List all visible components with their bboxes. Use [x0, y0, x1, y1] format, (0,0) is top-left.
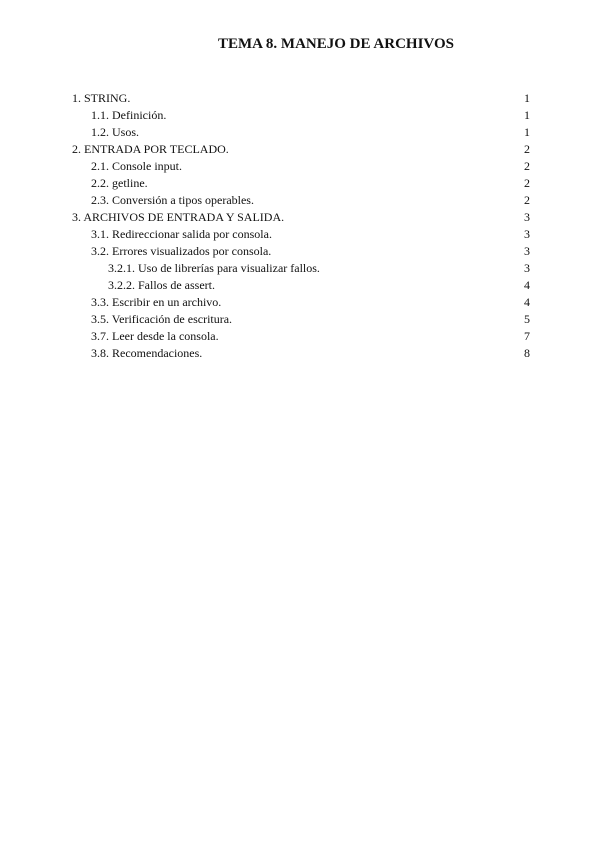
toc-entry-label: 2.1. Console input.: [91, 159, 183, 173]
page-title: TEMA 8. MANEJO DE ARCHIVOS: [218, 36, 454, 52]
toc-entry-label: 3. ARCHIVOS DE ENTRADA Y SALIDA.: [72, 210, 285, 224]
toc-entry[interactable]: [72, 311, 530, 328]
toc-entry-label: 2.3. Conversión a tipos operables.: [91, 193, 254, 207]
toc-entry-label: 3.2.1. Uso de librerías para visualizar fallos.: [108, 261, 320, 275]
toc-entry[interactable]: [72, 243, 530, 260]
toc-entry-label: 3.7. Leer desde la consola.: [91, 329, 219, 343]
toc-entry[interactable]: [72, 192, 530, 209]
toc-entry[interactable]: [72, 124, 530, 141]
toc-entry-page: 4: [524, 278, 530, 292]
toc-entry[interactable]: [72, 277, 530, 294]
toc-entry[interactable]: [72, 90, 530, 107]
toc-entry[interactable]: [72, 175, 530, 192]
toc-entry-label: 3.8. Recomendaciones.: [91, 346, 203, 360]
toc-entry[interactable]: [72, 226, 530, 243]
toc-entry-page: 2: [524, 159, 530, 173]
toc-entry-page: 7: [524, 329, 530, 343]
toc-entry[interactable]: [72, 141, 530, 158]
toc-entry-label: 1. STRING.: [72, 91, 131, 105]
toc-entry-page: 3: [524, 210, 530, 224]
toc-entry[interactable]: [72, 328, 530, 345]
toc-entry-label: 2. ENTRADA POR TECLADO.: [72, 142, 229, 156]
toc-entry-label: 2.2. getline.: [91, 176, 148, 190]
toc-entry-label: 3.3. Escribir en un archivo.: [91, 295, 222, 309]
toc-entry-label: 3.1. Redireccionar salida por consola.: [91, 227, 272, 241]
toc-entry-label: 3.2. Errores visualizados por consola.: [91, 244, 272, 258]
toc-entry[interactable]: [72, 107, 530, 124]
toc-entry[interactable]: [72, 345, 530, 362]
toc-entry-label: 3.2.2. Fallos de assert.: [108, 278, 215, 292]
toc-entry-page: 3: [524, 244, 530, 258]
toc-entry-page: 2: [524, 176, 530, 190]
toc-entry-page: 1: [524, 125, 530, 139]
toc-entry-page: 3: [524, 227, 530, 241]
toc-entry[interactable]: [72, 158, 530, 175]
toc-entry-label: 3.5. Verificación de escritura.: [91, 312, 233, 326]
toc-entry-page: 2: [524, 142, 530, 156]
toc-entry[interactable]: [72, 294, 530, 311]
toc-entry-page: 5: [524, 312, 530, 326]
toc-entry-page: 4: [524, 295, 530, 309]
toc-entry-page: 2: [524, 193, 530, 207]
toc-entry-page: 1: [524, 108, 530, 122]
toc-entry[interactable]: [72, 209, 530, 226]
toc-entry-page: 1: [524, 91, 530, 105]
toc-entry-label: 1.1. Definición.: [91, 108, 167, 122]
toc-entry-page: 3: [524, 261, 530, 275]
toc-entry-label: 1.2. Usos.: [91, 125, 140, 139]
toc-entry-page: 8: [524, 346, 530, 360]
table-of-contents: [72, 90, 530, 362]
toc-entry[interactable]: [72, 260, 530, 277]
